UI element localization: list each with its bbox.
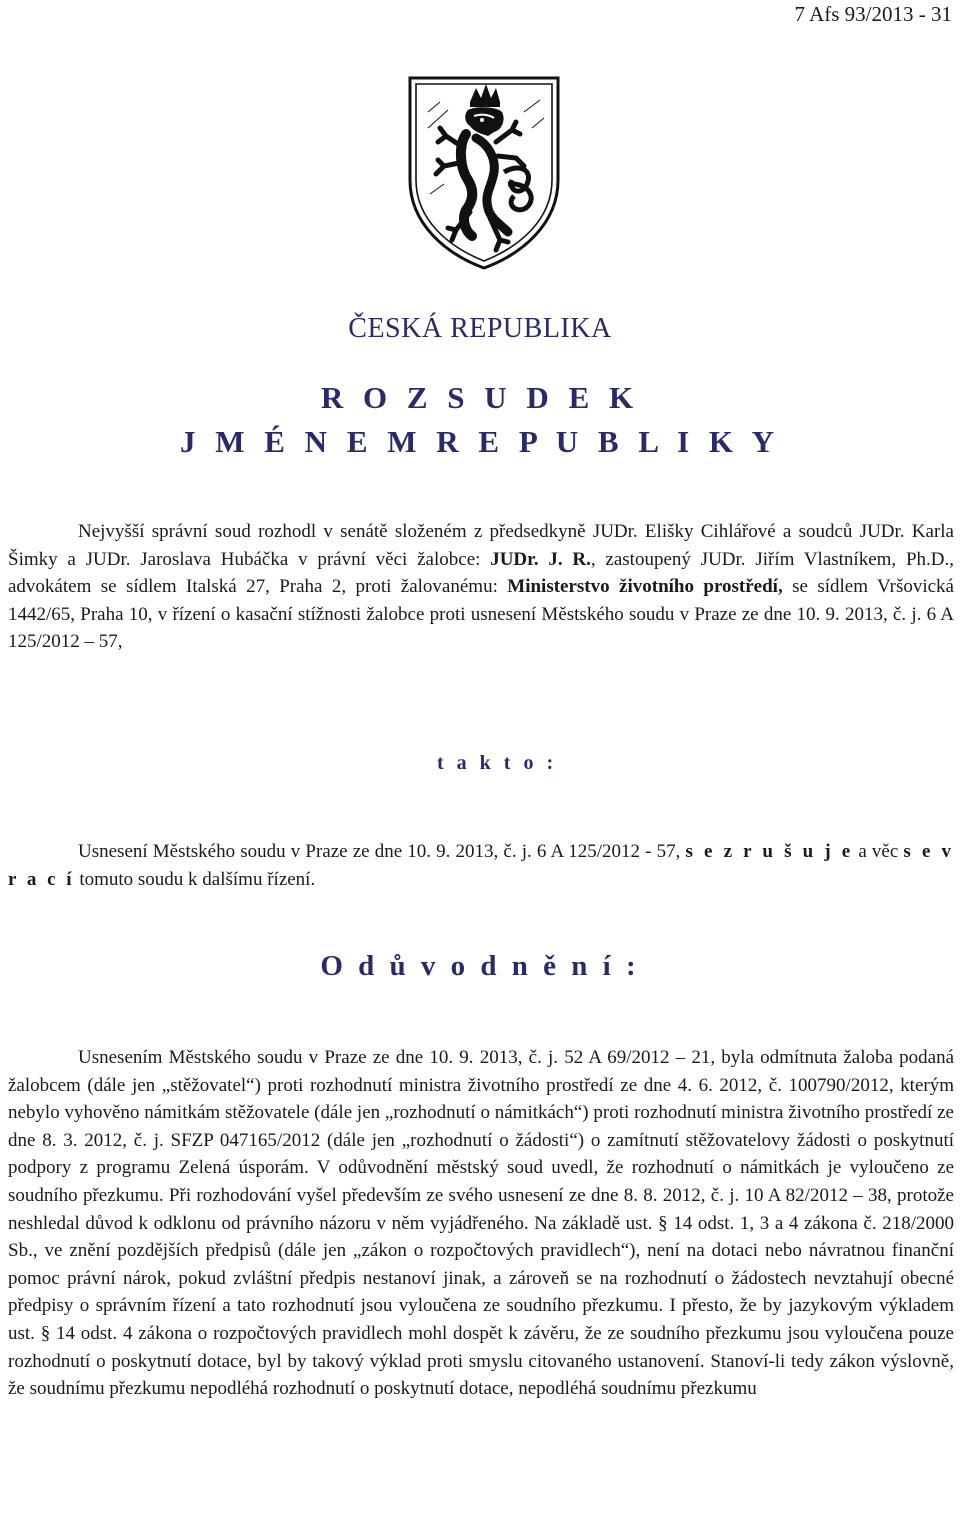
- verdict-return: s e v r a c í: [8, 841, 955, 890]
- takto-heading: t a k t o :: [437, 752, 558, 774]
- verdict-text-1: Usnesení Městského soudu v Praze ze dne 10. 9. 2013, č. j. 6 A 125/2012 - 57,: [78, 841, 686, 862]
- czech-lion-coat-of-arms-icon: [404, 72, 564, 272]
- document-title: R O Z S U D E K: [320, 380, 640, 415]
- intro-text-3: se sídlem Vršovická 1442/65, Praha 10, v řízení o kasační stížnosti žalobce proti usnesení Městského soudu v Praze ze dne 10. 9. 2013, č. j. 6 A 125/2012 – 57,: [8, 576, 954, 653]
- intro-paragraph: [8, 518, 954, 656]
- reasoning-paragraph: [8, 1044, 954, 1403]
- case-number: 7 Afs 93/2013 - 31: [794, 2, 952, 26]
- intro-text-2: , zastoupený JUDr. Jiřím Vlastníkem, Ph.D., advokátem se sídlem Italská 27, Praha 2, proti žalovanému:: [8, 548, 954, 598]
- verdict-text-3: tomuto soudu k dalšímu řízení.: [74, 868, 316, 890]
- verdict-annul: s e z r u š u j e: [685, 841, 854, 862]
- verdict-paragraph: [8, 838, 954, 893]
- country-heading: ČESKÁ REPUBLIKA: [348, 313, 612, 344]
- plaintiff-name: JUDr. J. R.: [490, 548, 591, 570]
- verdict-text-2: a věc: [853, 841, 904, 862]
- document-subtitle: J M É N E M R E P U B L I K Y: [180, 424, 780, 459]
- intro-text-1: Nejvyšší správní soud rozhodl v senátě složeném z předsedkyně JUDr. Elišky Cihlářové a soudců JUDr. Karla Šimky a JUDr. Jaroslava Hubáčka v právní věci žalobce:: [8, 521, 954, 570]
- reasons-heading: O d ů v o d n ě n í :: [320, 950, 640, 982]
- reasoning-text: Usnesením Městského soudu v Praze ze dne 10. 9. 2013, č. j. 52 A 69/2012 – 21, byla odmítnuta žaloba podaná žalobcem (dále jen „stěžovatel“) proti rozhodnutí ministra životního prostředí ze dne 4. 6. 2012, č. 100790/2012, kterým nebylo vyhověno námitkám stěžovatele (dále jen „rozhodnutí o námitkách“) proti rozhodnutí ministra životního prostředí ze dne 8. 3. 2012, č. j. SFZP 047165/2012 (dále jen „rozhodnutí o žádosti“) o zamítnutí stěžovatelovy žádosti o poskytnutí podpory z programu Zelená úsporám. V odůvodnění městský soud uvedl, že rozhodnutí o námitkách je vyloučeno ze soudního přezkumu. Při rozhodování vyšel především ze svého usnesení ze dne 8. 8. 2012, č. j. 10 A 82/2012 – 38, protože neshledal důvod k odklonu od právního názoru v něm vyjádřeného. Na základě ust. § 14 odst. 1, 3 a 4 zákona č. 218/2000 Sb., ve znění pozdějších předpisů (dále jen „zákon o rozpočtových pravidlech“), není na dotaci nebo návratnou finanční pomoc právní nárok, pokud zvláštní předpis nestanoví jinak, a zároveň se na rozhodnutí o žádostech nevztahují obecné předpisy o správním řízení a tato rozhodnutí jsou vyloučena ze soudního přezkumu. I přesto, že by jazykovým výkladem ust. § 14 odst. 4 zákona o rozpočtových pravidlech mohl dospět k závěru, že ze soudního přezkumu jsou vyloučena pouze rozhodnutí o poskytnutí dotace, byl by takový výklad proti smyslu citovaného ustanovení. Stanoví-li tedy zákon výslovně, že soudnímu přezkumu nepodléhá rozhodnutí o poskytnutí dotace, nepodléhá soudnímu přezkumu: [8, 1047, 954, 1400]
- defendant-name: Ministerstvo životního prostředí,: [507, 576, 783, 598]
